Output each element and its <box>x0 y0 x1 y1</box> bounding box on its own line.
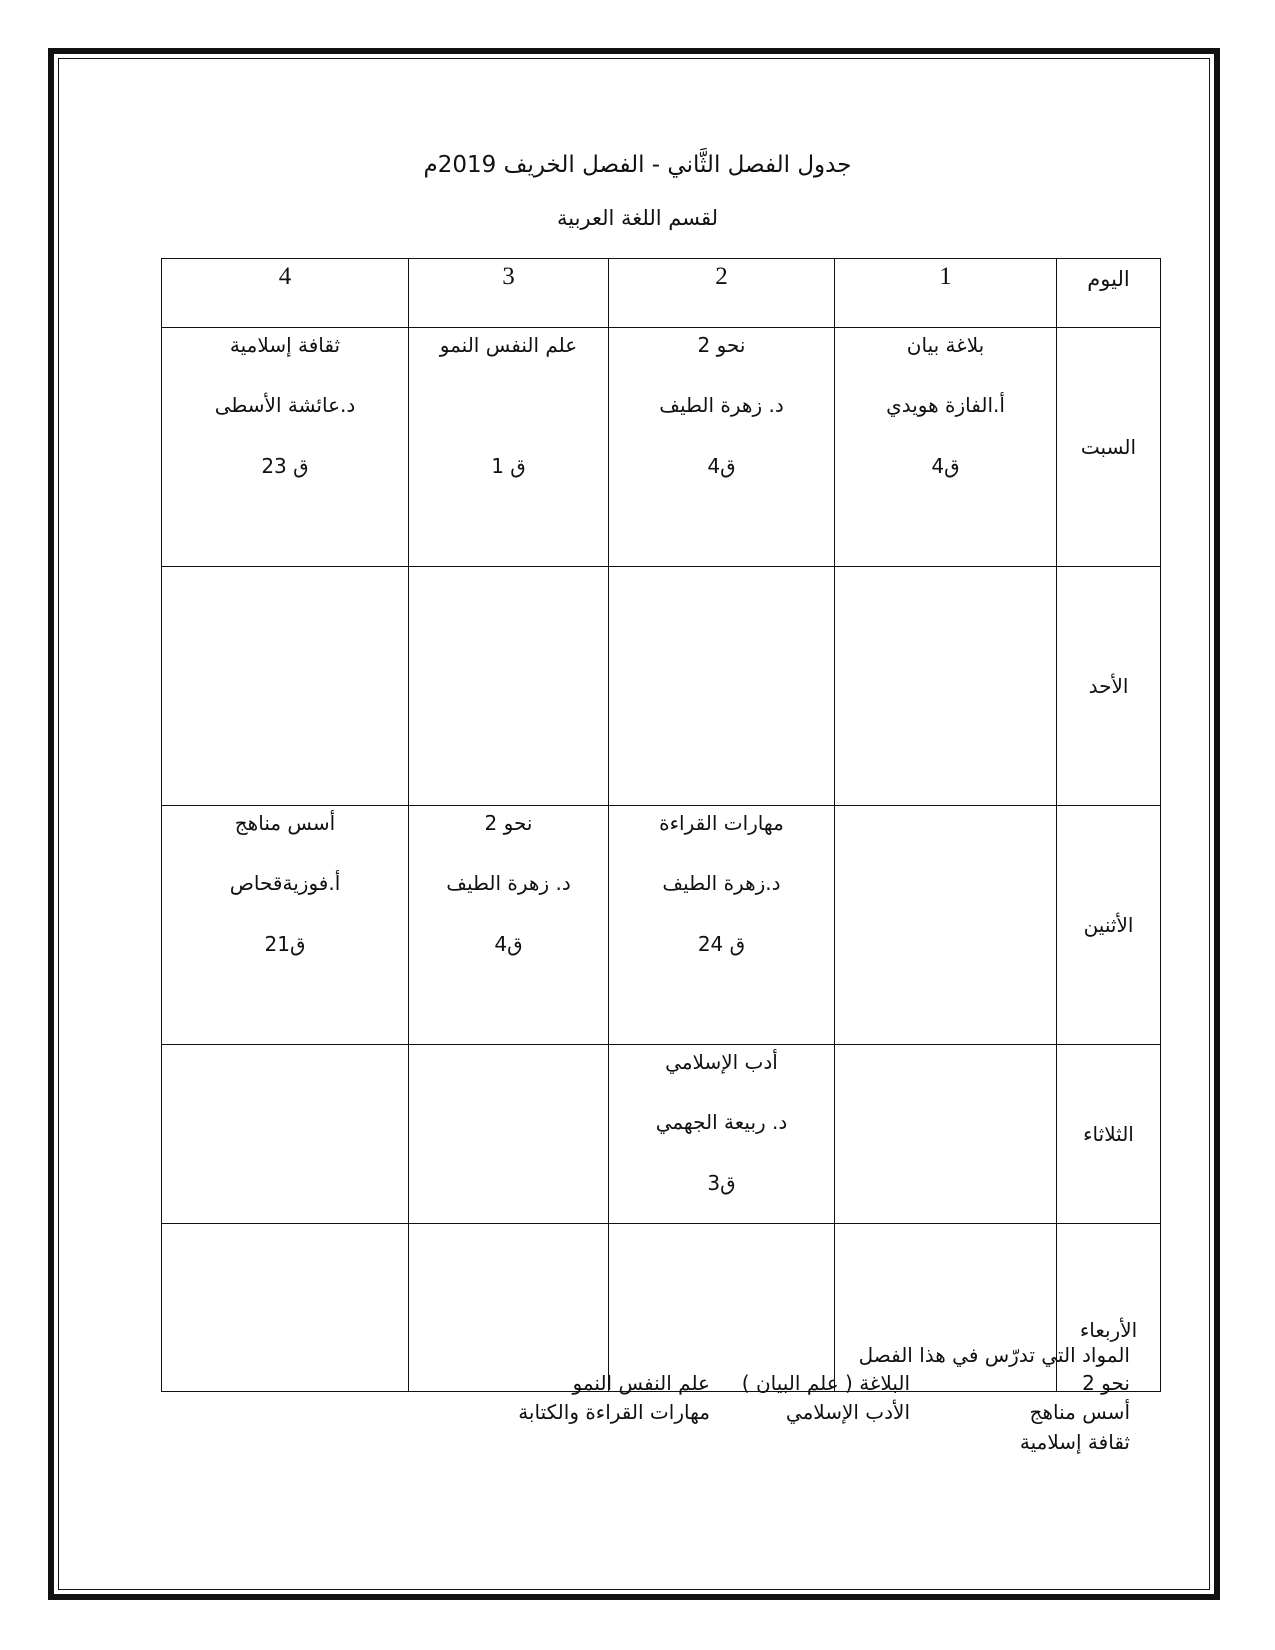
room-text: ق4 <box>931 454 960 478</box>
subject-text: علم النفس النمو <box>439 333 578 357</box>
class-cell <box>162 567 409 806</box>
room-text: ق 24 <box>697 932 746 956</box>
class-cell <box>409 328 609 567</box>
day-cell: الثلاثاء <box>1057 1045 1161 1224</box>
class-cell <box>409 806 609 1045</box>
table-row <box>162 806 1161 1045</box>
table-row <box>162 1045 1161 1224</box>
class-cell <box>162 328 409 567</box>
subject-item: نحو 2 <box>1082 1371 1130 1395</box>
room-text: ق21 <box>264 932 306 956</box>
class-cell <box>835 567 1057 806</box>
teacher-text: د.عائشة الأسطى <box>214 393 356 417</box>
subjects-line <box>518 1400 1130 1424</box>
subject-text: بلاغة بيان <box>906 333 985 357</box>
teacher-text <box>409 375 608 436</box>
subject-item: البلاغة ( علم البيان ) <box>741 1371 910 1395</box>
period-header-cell: 1 <box>835 259 1057 328</box>
class-cell <box>609 567 835 806</box>
subject-item: الأدب الإسلامي <box>785 1400 910 1424</box>
class-cell <box>162 1224 409 1392</box>
day-header-cell: اليوم <box>1057 259 1161 328</box>
teacher-text: د. ربيعة الجهمي <box>655 1110 788 1134</box>
day-cell: السبت <box>1057 328 1161 567</box>
subject-item: مهارات القراءة والكتابة <box>518 1400 710 1424</box>
period-header-cell: 4 <box>162 259 409 328</box>
room-text: ق3 <box>707 1171 736 1195</box>
room-text: ق4 <box>707 454 736 478</box>
period-header-cell: 3 <box>409 259 609 328</box>
teacher-text: أ.فوزيةقحاص <box>229 871 341 895</box>
teacher-text: د. زهرة الطيف <box>446 871 571 895</box>
subject-text: مهارات القراءة <box>659 811 784 835</box>
class-cell <box>409 1045 609 1224</box>
subject-item: أسس مناهج <box>1029 1400 1130 1424</box>
class-cell <box>162 806 409 1045</box>
class-cell <box>609 1045 835 1224</box>
subject-text: أدب الإسلامي <box>665 1050 778 1074</box>
class-cell <box>609 806 835 1045</box>
subjects-line <box>1020 1430 1130 1454</box>
subjects-heading: المواد التي تدرّس في هذا الفصل <box>858 1343 1130 1367</box>
subjects-line <box>573 1371 1130 1395</box>
schedule-table <box>161 258 1161 1392</box>
day-cell: الأحد <box>1057 567 1161 806</box>
table-row <box>162 328 1161 567</box>
teacher-text: أ.الفازة هويدي <box>886 393 1005 417</box>
class-cell <box>835 1045 1057 1224</box>
room-text: ق4 <box>494 932 523 956</box>
class-cell <box>409 567 609 806</box>
teacher-text: د.زهرة الطيف <box>662 871 781 895</box>
document-subtitle: لقسم اللغة العربية <box>556 206 719 230</box>
class-cell <box>409 1224 609 1392</box>
class-cell <box>609 328 835 567</box>
table-header-row <box>162 259 1161 328</box>
subject-item: ثقافة إسلامية <box>1019 1430 1130 1454</box>
period-header-cell: 2 <box>609 259 835 328</box>
class-cell <box>835 806 1057 1045</box>
teacher-text: د. زهرة الطيف <box>659 393 784 417</box>
class-cell <box>609 1224 835 1392</box>
class-cell <box>162 1045 409 1224</box>
document-title: جدول الفصل الثَّاني - الفصل الخريف 2019م <box>423 152 852 178</box>
day-cell: الأربعاء <box>1057 1224 1161 1392</box>
subject-text: نحو 2 <box>484 811 533 835</box>
room-text: ق 1 <box>491 454 526 478</box>
subject-text: ثقافة إسلامية <box>229 333 341 357</box>
subject-text: أسس مناهج <box>234 811 336 835</box>
table-row <box>162 567 1161 806</box>
room-text: ق 23 <box>261 454 309 478</box>
class-cell <box>835 328 1057 567</box>
subject-text: نحو 2 <box>697 333 746 357</box>
day-cell: الأثنين <box>1057 806 1161 1045</box>
subject-item: علم النفس النمو <box>572 1371 710 1395</box>
